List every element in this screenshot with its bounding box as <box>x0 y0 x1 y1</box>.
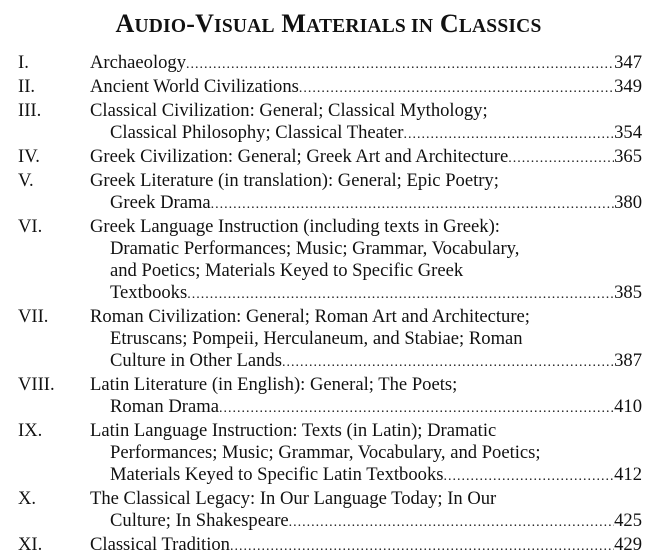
entry-number: IX. <box>18 420 43 441</box>
entry-title: Culture; In Shakespeare <box>110 510 289 531</box>
entry-body <box>90 100 642 146</box>
entry-final-line <box>90 396 642 420</box>
dot-leader <box>508 148 614 170</box>
entry-body <box>90 76 642 100</box>
dot-leader <box>443 466 614 488</box>
toc-entry[interactable] <box>18 420 642 488</box>
entry-text-line: Etruscans; Pompeii, Herculaneum, and Stabiae; Roman <box>110 328 523 349</box>
entry-body <box>90 306 642 374</box>
page-number: 354 <box>614 122 642 143</box>
entry-body <box>90 216 642 306</box>
dot-leader <box>230 536 614 558</box>
entry-title: Materials Keyed to Specific Latin Textbooks <box>110 464 444 485</box>
page-number: 380 <box>614 192 642 213</box>
dot-leader <box>404 124 615 146</box>
dot-leader <box>219 398 614 420</box>
title-cap: C <box>433 9 459 38</box>
entry-text-line: and Poetics; Materials Keyed to Specific Greek <box>110 260 464 281</box>
entry-text-line: Roman Civilization: General; Roman Art and Architecture; <box>90 306 530 327</box>
entry-body <box>90 170 642 216</box>
entry-body <box>90 374 642 420</box>
title-cap: M <box>274 9 307 38</box>
dot-leader <box>187 284 614 306</box>
entry-text-line: Greek Language Instruction (including texts in Greek): <box>90 216 500 237</box>
entry-text-line: Performances; Music; Grammar, Vocabulary, and Poetics; <box>110 442 541 463</box>
dot-leader <box>211 194 614 216</box>
dot-leader <box>282 352 614 374</box>
entry-final-line <box>90 464 642 488</box>
entry-body <box>90 52 642 76</box>
entry-body <box>90 420 642 488</box>
toc-entry[interactable] <box>18 534 642 558</box>
entry-number: II. <box>18 76 36 97</box>
entry-title: Ancient World Civilizations <box>90 76 299 97</box>
title-small: ISUAL <box>214 16 275 37</box>
toc-entry[interactable] <box>18 488 642 534</box>
entry-title: Roman Drama <box>110 396 219 417</box>
title-small: UDIO <box>134 16 187 37</box>
toc-entry[interactable] <box>18 306 642 374</box>
title-small: IN <box>405 16 434 37</box>
entry-final-line <box>90 146 642 170</box>
title-small: LASSICS <box>458 16 542 37</box>
page-number: 365 <box>614 146 642 167</box>
dot-leader <box>299 78 614 100</box>
page-number: 349 <box>614 76 642 97</box>
page-number: 347 <box>614 52 642 73</box>
dot-leader <box>186 54 614 76</box>
entry-text-line: The Classical Legacy: In Our Language Today; In Our <box>90 488 497 509</box>
page-number: 425 <box>614 510 642 531</box>
toc-entry[interactable] <box>18 76 642 100</box>
entry-number: X. <box>18 488 37 509</box>
entry-final-line <box>90 192 642 216</box>
entry-title: Greek Civilization: General; Greek Art and Architecture <box>90 146 509 167</box>
entry-body <box>90 488 642 534</box>
title-cap: A <box>115 9 135 38</box>
entry-text-line: Latin Literature (in English): General; The Poets; <box>90 374 458 395</box>
entry-number: I. <box>18 52 29 73</box>
toc-entry[interactable] <box>18 170 642 216</box>
toc-entry[interactable] <box>18 374 642 420</box>
entry-text-line: Dramatic Performances; Music; Grammar, Vocabulary, <box>110 238 520 259</box>
toc-entry[interactable] <box>18 216 642 306</box>
page-title <box>0 9 657 42</box>
title-small: ATERIALS <box>306 16 406 37</box>
entry-number: V. <box>18 170 34 191</box>
entry-title: Greek Drama <box>110 192 211 213</box>
entry-number: VI. <box>18 216 43 237</box>
table-of-contents <box>18 52 642 558</box>
page-number: 387 <box>614 350 642 371</box>
entry-title: Classical Tradition <box>90 534 230 555</box>
toc-entry[interactable] <box>18 146 642 170</box>
entry-text-line: Latin Language Instruction: Texts (in Latin); Dramatic <box>90 420 497 441</box>
title-hyphen: - <box>186 9 196 38</box>
page-number: 385 <box>614 282 642 303</box>
page-number: 410 <box>614 396 642 417</box>
entry-text-line: Classical Civilization: General; Classical Mythology; <box>90 100 488 121</box>
page-number: 429 <box>614 534 642 555</box>
title-cap: V <box>195 9 215 38</box>
toc-entry[interactable] <box>18 100 642 146</box>
entry-final-line <box>90 282 642 306</box>
entry-number: III. <box>18 100 42 121</box>
page-number: 412 <box>614 464 642 485</box>
dot-leader <box>289 512 614 534</box>
entry-final-line <box>90 350 642 374</box>
entry-number: IV. <box>18 146 40 167</box>
toc-entry[interactable] <box>18 52 642 76</box>
entry-final-line <box>90 52 642 76</box>
entry-body <box>90 534 642 558</box>
entry-title: Textbooks <box>110 282 188 303</box>
entry-final-line <box>90 122 642 146</box>
entry-body <box>90 146 642 170</box>
entry-text-line: Greek Literature (in translation): General; Epic Poetry; <box>90 170 499 191</box>
entry-title: Archaeology <box>90 52 187 73</box>
entry-title: Classical Philosophy; Classical Theater <box>110 122 404 143</box>
entry-number: XI. <box>18 534 43 555</box>
entry-title: Culture in Other Lands <box>110 350 282 371</box>
entry-number: VIII. <box>18 374 55 395</box>
entry-number: VII. <box>18 306 49 327</box>
entry-final-line <box>90 534 642 558</box>
entry-final-line <box>90 510 642 534</box>
entry-final-line <box>90 76 642 100</box>
